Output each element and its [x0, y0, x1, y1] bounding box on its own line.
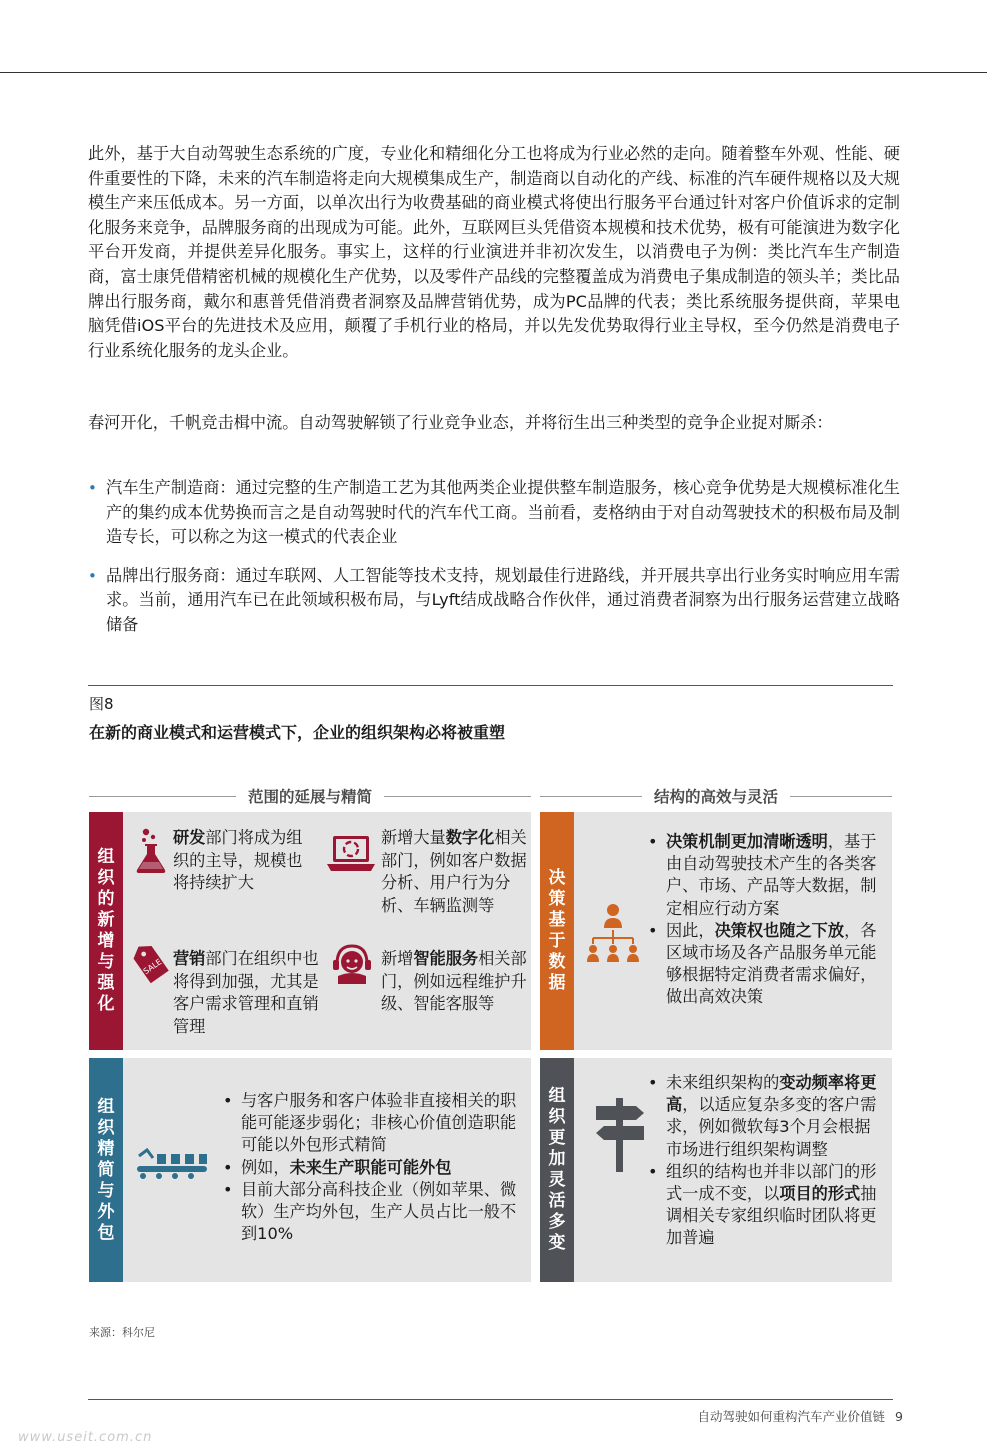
list-item: • 因此，决策权也随之下放，各区域市场及各产品服务单元能够根据特定消费者需求偏好，做出高效决策	[648, 920, 877, 1007]
page-number: 9	[895, 1409, 903, 1424]
panel-streamline-outsource	[89, 1058, 531, 1282]
panel-tab-label: 组 织 精 简 与 外 包	[89, 1058, 123, 1282]
page-footer	[698, 1407, 903, 1425]
list-item: • 汽车生产制造商：通过完整的生产制造工艺为其他两类企业提供整车制造服务，核心竞争优势是大规模标准化生产的集约成本优势换而言之是自动驾驶时代的汽车代工商。当前看，麦格纳由于对自动驾驶技术的积极布局及制造专长，可以称之为这一模式的代表企业	[88, 478, 900, 547]
smart-service-text: 新增智能服务相关部门，例如远程维护升级、智能客服等	[381, 949, 527, 1013]
svg-text:SALE: SALE	[141, 957, 164, 977]
rd-text: 研发部门将成为组织的主导，规模也将持续扩大	[173, 828, 303, 892]
list-item: • 品牌出行服务商：通过车联网、人工智能等技术支持，规划最佳行进路线，并开展共享出行业务实时响应用车需求。当前，通用汽车已在此领域积极布局，与Lyft结成战略合作伙伴，通过消费者洞察为出行服务运营建立战略储备	[88, 565, 900, 634]
flexible-bullets	[646, 1072, 886, 1250]
digital-text: 新增大量数字化相关部门，例如客户数据分析、用户行为分析、车辆监测等	[381, 828, 527, 915]
list-item: • 目前大部分高科技企业（例如苹果、微软）生产均外包，生产人员占比一般不到10%	[223, 1179, 517, 1244]
panel-tab-label: 组 织 的 新 增 与 强 化	[89, 812, 123, 1050]
conveyor-robot-icon	[135, 1146, 209, 1184]
section-header-right: 结构的高效与灵活	[540, 786, 892, 806]
list-item: • 例如，未来生产职能可能外包	[223, 1157, 452, 1177]
panel-flexible-structure	[540, 1058, 892, 1282]
panel-tab-label: 决 策 基 于 数 据	[540, 812, 574, 1050]
sale-tag-icon	[129, 940, 171, 990]
org-chart-icon	[584, 902, 642, 970]
list-item: • 与客户服务和客户体验非直接相关的职能可能逐步弱化；非核心价值创造职能可能以外包形式精简	[223, 1091, 517, 1155]
top-rule	[0, 72, 987, 73]
panel-data-driven-decisions	[540, 812, 892, 1050]
watermark: www.useit.com.cn	[18, 1430, 153, 1445]
section-header-left: 范围的延展与精简	[89, 786, 531, 806]
figure-source: 来源：科尔尼	[89, 1326, 155, 1339]
sales-text: 营销部门在组织中也将得到加强，尤其是客户需求管理和直销管理	[173, 949, 319, 1036]
list-item: • 决策机制更加清晰透明，基于由自动驾驶技术产生的各类客户、市场、产品等大数据，制定相应行动方案	[648, 832, 877, 918]
body-paragraph-2: 春河开化，千帆竞击楫中流。自动驾驶解锁了行业竞争业态，并将衍生出三种类型的竞争企业捉对厮杀：	[88, 413, 833, 432]
panel-tab-label: 组 织 更 加 灵 活 多 变	[540, 1058, 574, 1282]
footer-title: 自动驾驶如何重构汽车产业价值链	[697, 1409, 886, 1424]
figure-title: 在新的商业模式和运营模式下，企业的组织架构必将被重塑	[89, 723, 506, 742]
outsourcing-bullets	[221, 1090, 521, 1245]
bullet-dot: •	[88, 566, 97, 585]
list-item: • 未来组织架构的变动频率将更高，以适应复杂多变的客户需求，例如微软每3个月会根据市场进行组织架构调整	[648, 1073, 877, 1159]
list-item: • 组织的结构也并非以部门的形式一成不变，以项目的形式抽调相关专家组织临时团队将更加普遍	[648, 1161, 877, 1248]
headset-person-icon	[329, 942, 375, 990]
panel-new-and-strengthened	[89, 812, 531, 1050]
decision-bullets	[646, 831, 886, 1009]
footer-rule	[88, 1399, 893, 1400]
body-paragraph-1: 此外，基于大自动驾驶生态系统的广度，专业化和精细化分工也将成为行业必然的走向。随着整车外观、性能、硬件重要性的下降，未来的汽车制造将走向大规模集成生产，制造商以自动化的产线、标准的汽车硬件规格以及大规模生产来压低成本。另一方面，以单次出行为收费基础的商业模式将使出行服务平台通过针对客户价值诉求的定制化服务来竞争，品牌服务商的出现成为可能。此外，互联网巨头凭借资本规模和技术优势，极有可能演进为数字化平台开发商，并提供差异化服务。事实上，这样的行业演进并非初次发生，以消费电子为例：类比汽车生产制造商，富士康凭借精密机械的规模化生产优势，以及零件产品线的完整覆盖成为消费电子集成制造的领头羊；类比品牌出行服务商，戴尔和惠普凭借消费者洞察及品牌营销优势，成为PC品牌的代表；类比系统服务提供商，苹果电脑凭借iOS平台的先进技术及应用，颠覆了手机行业的格局，并以先发优势取得行业主导权，至今仍然是消费电子行业系统化服务的龙头企业。	[88, 144, 900, 360]
laptop-icon	[325, 834, 377, 878]
signpost-icon	[592, 1094, 648, 1178]
competitor-bullet-list	[88, 476, 900, 652]
bullet-dot: •	[88, 479, 97, 497]
figure-top-rule	[88, 685, 893, 686]
flask-icon	[133, 826, 171, 878]
figure-label: 图8	[89, 695, 114, 713]
